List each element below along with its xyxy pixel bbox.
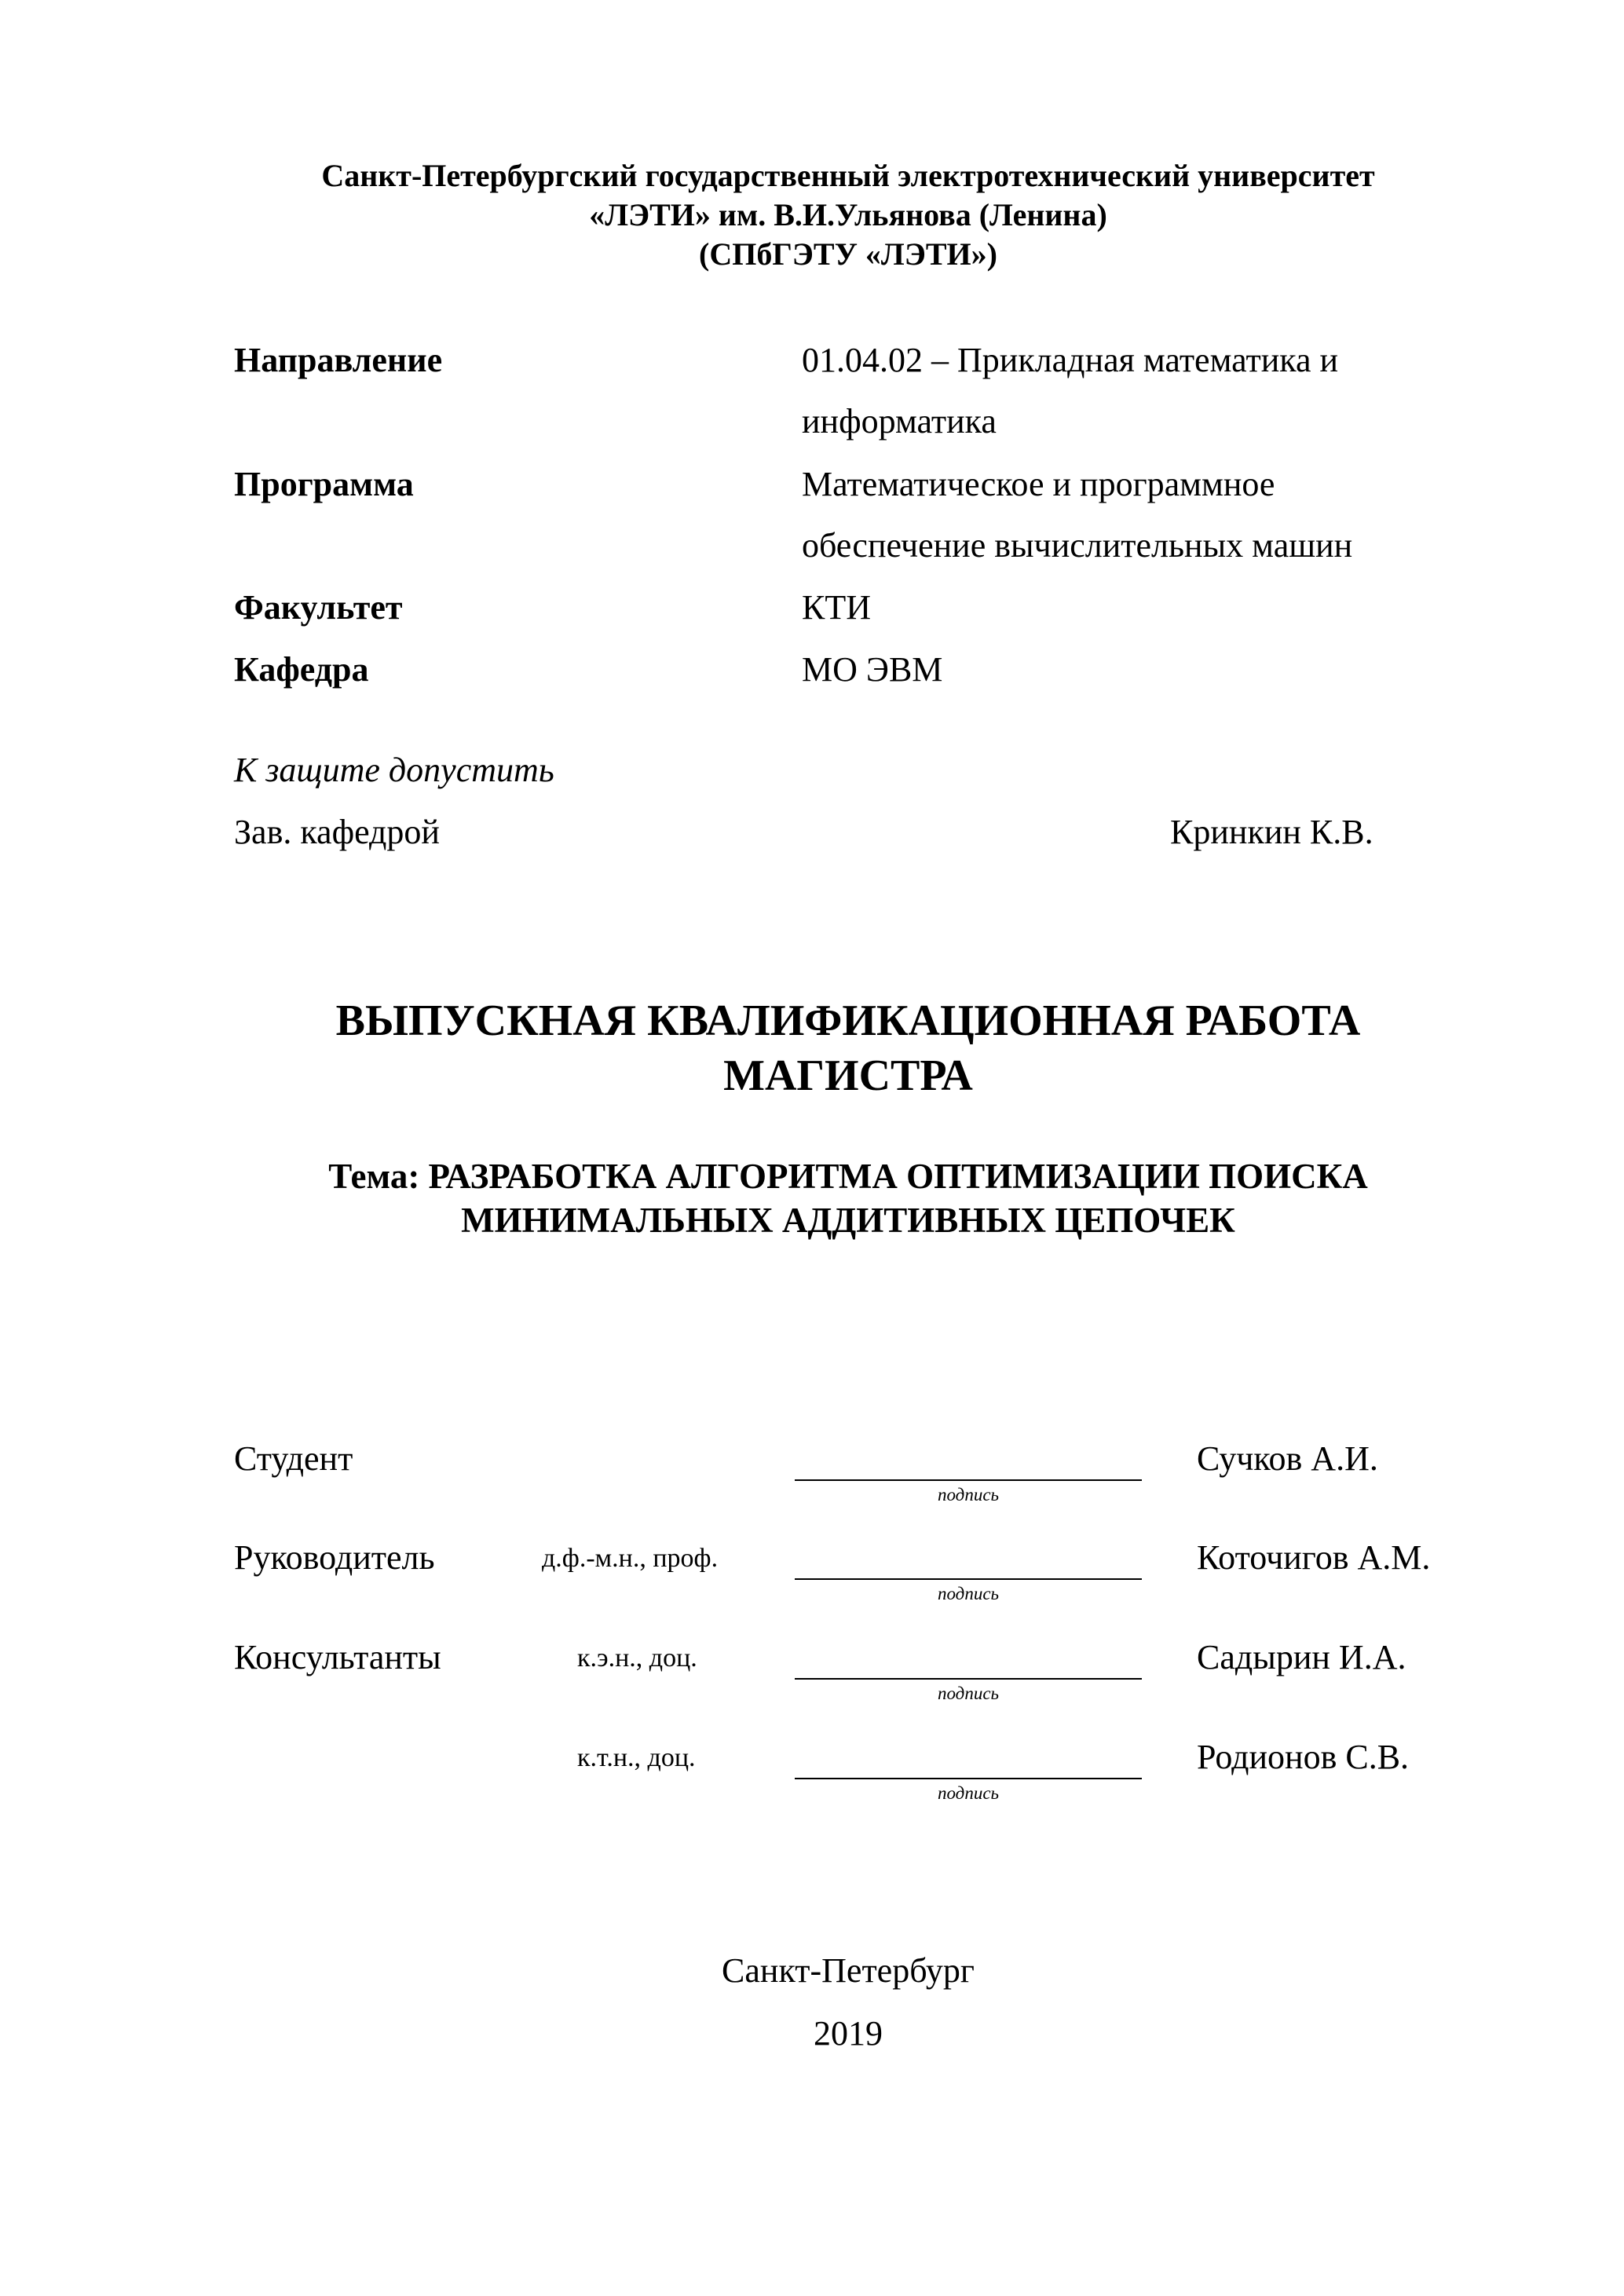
signature-line [795,1479,1142,1481]
faculty-label: Факультет [234,588,403,627]
thesis-topic: Тема: РАЗРАБОТКА АЛГОРИТМА ОПТИМИЗАЦИИ ПОИСКА [328,1157,1368,1196]
program-value-cont: обеспечение вычислительных машин [802,526,1353,565]
signature-caption: подпись [937,1783,999,1803]
signature-caption: подпись [937,1584,999,1603]
city: Санкт-Петербург [722,1951,975,1990]
signature-caption: подпись [937,1485,999,1504]
direction-value-cont: информатика [802,402,997,441]
role-label: Студент [234,1439,353,1478]
direction-value: 01.04.02 – Прикладная математика и [802,341,1339,379]
signature-line [795,1678,1142,1680]
thesis-type-title: ВЫПУСКНАЯ КВАЛИФИКАЦИОННАЯ РАБОТА [335,996,1361,1045]
year: 2019 [814,2014,883,2053]
university-abbreviation: (СПбГЭТУ «ЛЭТИ») [699,236,997,272]
person-name: Садырин И.А. [1197,1638,1406,1676]
program-value: Математическое и программное [802,465,1275,503]
thesis-type-title-line2: МАГИСТРА [723,1051,973,1100]
department-label: Кафедра [234,650,369,689]
signature-caption: подпись [937,1684,999,1703]
role-label: Руководитель [234,1538,435,1577]
head-of-department-label: Зав. кафедрой [234,813,440,851]
thesis-topic-line2: МИНИМАЛЬНЫХ АДДИТИВНЫХ ЦЕПОЧЕК [461,1201,1235,1240]
academic-degree: к.т.н., доц. [577,1743,696,1772]
head-of-department-name: Кринкин К.В. [1170,813,1373,851]
signature-line [795,1578,1142,1580]
academic-degree: д.ф.-м.н., проф. [542,1544,719,1573]
signature-line [795,1778,1142,1779]
program-label: Программа [234,465,414,503]
admit-to-defense: К защите допустить [234,751,554,789]
person-name: Родионов С.В. [1197,1738,1410,1776]
faculty-value: КТИ [802,588,871,627]
university-name-line2: «ЛЭТИ» им. В.И.Ульянова (Ленина) [589,197,1107,232]
university-name: Санкт-Петербургский государственный электротехнический университет [321,158,1375,193]
academic-degree: к.э.н., доц. [577,1643,697,1673]
department-value: МО ЭВМ [802,650,943,689]
direction-label: Направление [234,341,443,379]
person-name: Коточигов А.М. [1197,1538,1431,1577]
role-label: Консультанты [234,1638,441,1676]
person-name: Сучков А.И. [1197,1439,1378,1478]
